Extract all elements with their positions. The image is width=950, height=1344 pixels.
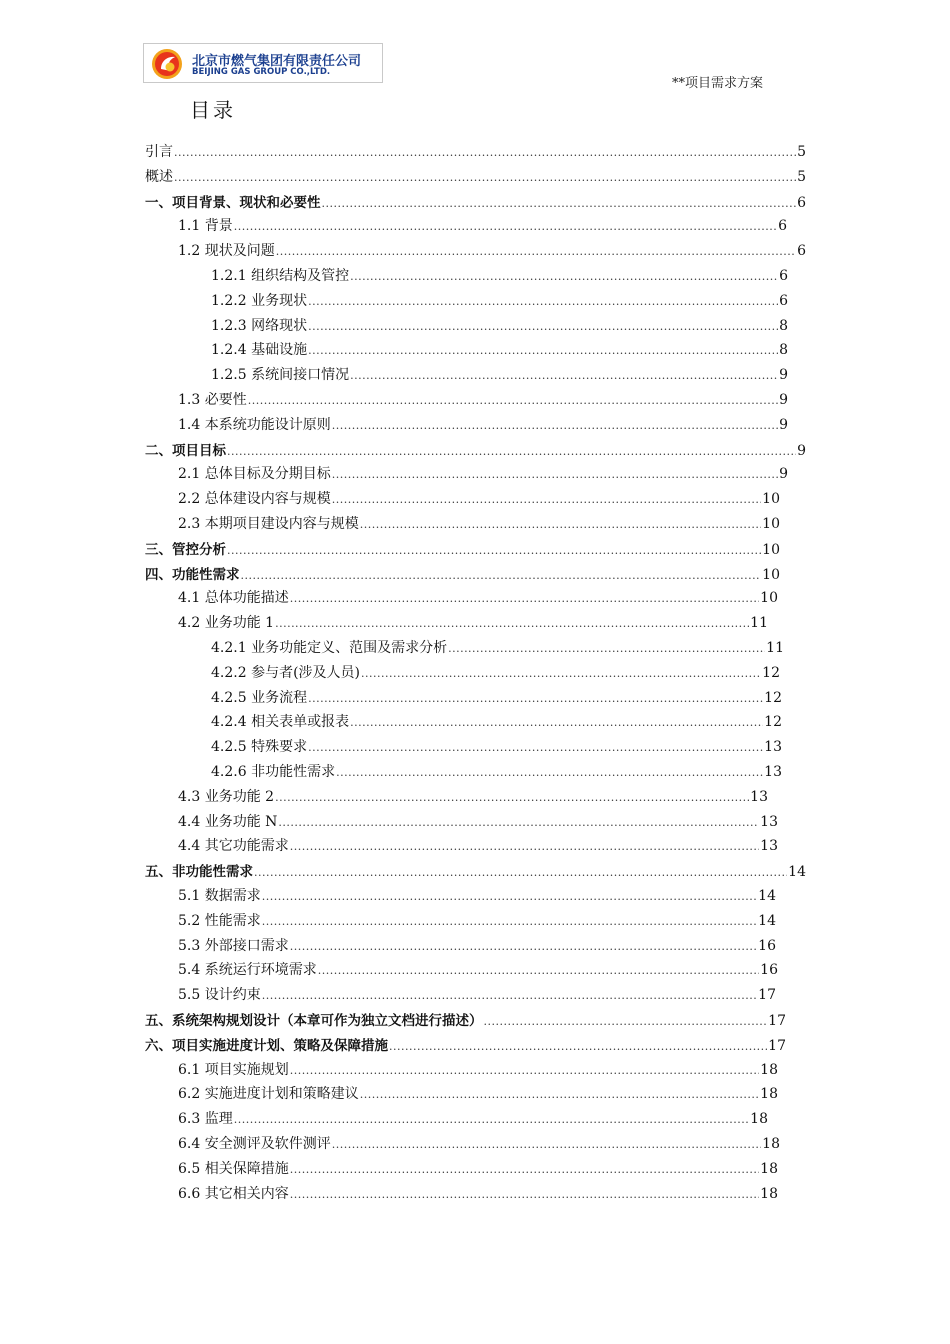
toc-entry[interactable]: [178, 1108, 768, 1128]
toc-page-number: 9: [779, 416, 788, 433]
toc-page-number: 16: [758, 937, 776, 954]
toc-entry-title: 1.2.4 基础设施: [211, 342, 308, 359]
toc-entry[interactable]: [145, 166, 806, 186]
toc-entry[interactable]: [178, 835, 778, 855]
toc-entry[interactable]: [178, 959, 778, 979]
toc-entry-title: 三、管控分析: [145, 541, 226, 558]
toc-page-number: 12: [764, 689, 782, 706]
toc-entry[interactable]: [178, 1183, 778, 1203]
toc-entry-title: 4.2.5 业务流程: [211, 689, 308, 706]
toc-entry-title: 1.2.2 业务现状: [211, 292, 308, 309]
toc-page-number: 10: [760, 590, 778, 607]
toc-entry-title: 6.2 实施进度计划和策略建议: [178, 1086, 359, 1103]
toc-entry[interactable]: [211, 687, 782, 707]
toc-page-number: 9: [779, 367, 788, 384]
toc-leader-dots: [227, 544, 761, 557]
toc-page-number: 18: [750, 1111, 768, 1128]
toc-entry-title: 4.4 业务功能 N: [178, 813, 278, 830]
toc-entry[interactable]: [211, 339, 788, 359]
toc-entry[interactable]: [178, 240, 806, 260]
company-logo: [143, 43, 383, 83]
gas-flame-logo-icon: [148, 47, 186, 81]
toc-entry-title: 6.4 安全测评及软件测评: [178, 1136, 331, 1152]
toc-page-number: 16: [760, 962, 778, 979]
toc-page-number: 11: [766, 640, 784, 656]
toc-entry-title: 4.2.4 相关表单或报表: [211, 714, 350, 731]
toc-leader-dots: [308, 741, 763, 754]
toc-page-number: 8: [779, 342, 788, 359]
toc-page-number: 13: [760, 838, 778, 855]
toc-page-number: 18: [762, 1136, 780, 1152]
toc-entry-title: 6.3 监理: [178, 1111, 233, 1128]
toc-leader-dots: [275, 791, 749, 804]
toc-entry[interactable]: [211, 662, 780, 682]
toc-page-number: 13: [764, 739, 782, 756]
toc-page-number: 9: [779, 466, 788, 483]
document-label: **项目需求方案: [672, 76, 764, 91]
toc-entry-title: 概述: [145, 168, 173, 185]
toc-page-number: 17: [768, 1013, 786, 1029]
toc-entry-title: 2.1 总体目标及分期目标: [178, 466, 331, 483]
toc-entry[interactable]: [211, 364, 788, 384]
toc-leader-dots: [336, 766, 763, 779]
toc-entry-title: 1.1 背景: [178, 218, 233, 235]
toc-entry[interactable]: [145, 141, 806, 161]
toc-page-number: 10: [762, 541, 780, 558]
toc-leader-dots: [308, 344, 778, 357]
toc-entry[interactable]: [145, 538, 780, 558]
toc-page-number: 6: [797, 243, 806, 260]
toc-entry[interactable]: [145, 191, 806, 211]
toc-entry-title: 6.5 相关保障措施: [178, 1160, 289, 1177]
toc-entry-title: 1.2.3 网络现状: [211, 317, 308, 334]
toc-leader-dots: [290, 1163, 759, 1176]
toc-leader-dots: [174, 146, 796, 159]
toc-leader-dots: [174, 171, 796, 184]
toc-entry-title: 四、功能性需求: [145, 566, 240, 583]
toc-page-number: 11: [750, 615, 768, 632]
toc-leader-dots: [484, 1015, 768, 1028]
toc-page-number: 18: [760, 1185, 778, 1202]
toc-leader-dots: [227, 445, 796, 458]
toc-entry-title: 4.2.1 业务功能定义、范围及需求分析: [211, 640, 448, 656]
toc-entry[interactable]: [178, 513, 780, 533]
toc-entry[interactable]: [178, 885, 776, 905]
toc-entry[interactable]: [178, 910, 776, 930]
toc-entry-title: 4.1 总体功能描述: [178, 590, 289, 607]
toc-page-number: 18: [760, 1061, 778, 1078]
toc-leader-dots: [332, 1138, 761, 1151]
toc-entry-title: 引言: [145, 144, 173, 160]
toc-leader-dots: [278, 816, 759, 829]
toc-entry-title: 6.1 项目实施规划: [178, 1061, 289, 1078]
toc-leader-dots: [290, 840, 759, 853]
toc-entry[interactable]: [178, 1158, 778, 1178]
toc-leader-dots: [234, 1113, 749, 1126]
toc-leader-dots: [254, 866, 787, 879]
toc-entry[interactable]: [178, 612, 768, 632]
toc-leader-dots: [308, 692, 763, 705]
toc-leader-dots: [318, 964, 759, 977]
toc-page-number: 10: [762, 516, 780, 532]
toc-leader-dots: [361, 667, 761, 680]
toc-leader-dots: [262, 915, 757, 928]
toc-entry[interactable]: [178, 811, 778, 831]
toc-page-number: 12: [764, 714, 782, 731]
toc-entry-title: 1.4 本系统功能设计原则: [178, 416, 331, 433]
toc-entry[interactable]: [211, 290, 788, 310]
toc-leader-dots: [276, 245, 796, 258]
toc-title: 目录: [190, 98, 236, 122]
toc-page-number: 10: [762, 491, 780, 508]
toc-entry-title: 一、项目背景、现状和必要性: [145, 194, 321, 211]
toc-leader-dots: [275, 617, 749, 630]
toc-entry-title: 5.5 设计约束: [178, 987, 261, 1004]
toc-leader-dots: [308, 320, 778, 333]
toc-entry-title: 六、项目实施进度计划、策略及保障措施: [145, 1037, 388, 1054]
toc-leader-dots: [308, 295, 778, 308]
toc-leader-dots: [350, 270, 778, 283]
toc-page-number: 6: [779, 268, 788, 284]
toc-page-number: 6: [797, 194, 806, 211]
toc-page-number: 13: [764, 764, 782, 780]
toc-entry[interactable]: [145, 860, 806, 880]
toc-entry[interactable]: [211, 637, 784, 657]
toc-leader-dots: [448, 642, 765, 655]
toc-entry-title: 6.6 其它相关内容: [178, 1185, 289, 1202]
toc-page-number: 5: [797, 144, 806, 160]
toc-page-number: 13: [750, 788, 768, 805]
toc-entry[interactable]: [178, 488, 780, 508]
toc-leader-dots: [389, 1040, 767, 1053]
toc-entry[interactable]: [145, 1034, 786, 1054]
toc-entry-title: 五、系统架构规划设计（本章可作为独立文档进行描述）: [145, 1013, 483, 1029]
toc-entry[interactable]: [178, 935, 776, 955]
toc-page-number: 14: [788, 864, 806, 881]
toc-entry-title: 2.2 总体建设内容与规模: [178, 491, 331, 508]
toc-entry-title: 5.1 数据需求: [178, 888, 261, 904]
toc-page-number: 18: [760, 1086, 778, 1103]
toc-leader-dots: [350, 369, 778, 382]
toc-page-number: 10: [762, 566, 780, 583]
toc-leader-dots: [262, 890, 757, 903]
toc-leader-dots: [248, 394, 778, 407]
toc-page-number: 14: [758, 888, 776, 904]
toc-page-number: 13: [760, 813, 778, 830]
toc-page-number: 12: [762, 664, 780, 681]
toc-entry[interactable]: [178, 786, 768, 806]
toc-entry[interactable]: [145, 563, 780, 583]
toc-page-number: 9: [779, 392, 788, 408]
toc-entry[interactable]: [178, 215, 787, 235]
toc-page-number: 14: [758, 912, 776, 929]
toc-entry-title: 4.2.6 非功能性需求: [211, 764, 336, 780]
toc-leader-dots: [332, 493, 761, 506]
toc-entry-title: 1.2 现状及问题: [178, 243, 275, 260]
toc-leader-dots: [360, 1088, 759, 1101]
toc-page-number: 5: [797, 168, 806, 185]
toc-entry[interactable]: [178, 984, 776, 1004]
toc-leader-dots: [290, 592, 759, 605]
toc-leader-dots: [350, 716, 763, 729]
toc-entry[interactable]: [211, 315, 788, 335]
toc-page-number: 6: [778, 218, 787, 235]
toc-entry[interactable]: [211, 736, 782, 756]
toc-entry-title: 5.4 系统运行环境需求: [178, 962, 317, 979]
toc-entry[interactable]: [178, 1059, 778, 1079]
toc-entry[interactable]: [178, 1083, 778, 1103]
toc-entry[interactable]: [211, 761, 782, 781]
toc-leader-dots: [290, 1188, 759, 1201]
toc-entry-title: 二、项目目标: [145, 442, 226, 459]
toc-entry[interactable]: [178, 389, 788, 409]
toc-page-number: 17: [758, 987, 776, 1004]
toc-leader-dots: [332, 468, 778, 481]
toc-page-number: 9: [797, 442, 806, 459]
toc-entry-title: 5.2 性能需求: [178, 912, 261, 929]
toc-entry-title: 2.3 本期项目建设内容与规模: [178, 516, 359, 532]
toc-entry-title: 4.2 业务功能 1: [178, 615, 275, 632]
toc-entry-title: 五、非功能性需求: [145, 864, 253, 881]
toc-leader-dots: [241, 569, 762, 582]
company-name-cn: 北京市燃气集团有限责任公司: [192, 54, 362, 69]
toc-leader-dots: [234, 220, 777, 233]
toc-leader-dots: [322, 197, 797, 210]
toc-page-number: 6: [779, 292, 788, 309]
toc-entry-title: 1.3 必要性: [178, 392, 247, 408]
toc-entry[interactable]: [178, 1133, 780, 1153]
toc-entry[interactable]: [145, 439, 806, 459]
toc-entry-title: 1.2.5 系统间接口情况: [211, 367, 350, 384]
toc-page-number: 8: [779, 317, 788, 334]
toc-leader-dots: [262, 989, 757, 1002]
toc-entry-title: 5.3 外部接口需求: [178, 937, 289, 954]
toc-entry[interactable]: [211, 711, 782, 731]
toc-entry[interactable]: [178, 463, 788, 483]
toc-leader-dots: [332, 419, 778, 432]
toc-entry-title: 4.2.5 特殊要求: [211, 739, 308, 756]
company-name-en: BEIJING GAS GROUP CO.,LTD.: [192, 67, 331, 77]
toc-entry-title: 4.2.2 参与者(涉及人员): [211, 664, 360, 681]
toc-entry[interactable]: [178, 414, 788, 434]
toc-entry-title: 4.4 其它功能需求: [178, 838, 289, 855]
toc-entry-title: 4.3 业务功能 2: [178, 788, 275, 805]
toc-leader-dots: [290, 940, 757, 953]
toc-entry[interactable]: [211, 265, 788, 285]
toc-page-number: 17: [768, 1037, 786, 1054]
toc-leader-dots: [290, 1064, 759, 1077]
toc-entry-title: 1.2.1 组织结构及管控: [211, 268, 350, 284]
toc-leader-dots: [360, 518, 761, 531]
toc-entry[interactable]: [178, 587, 778, 607]
toc-entry[interactable]: [145, 1009, 786, 1029]
toc-page-number: 18: [760, 1160, 778, 1177]
